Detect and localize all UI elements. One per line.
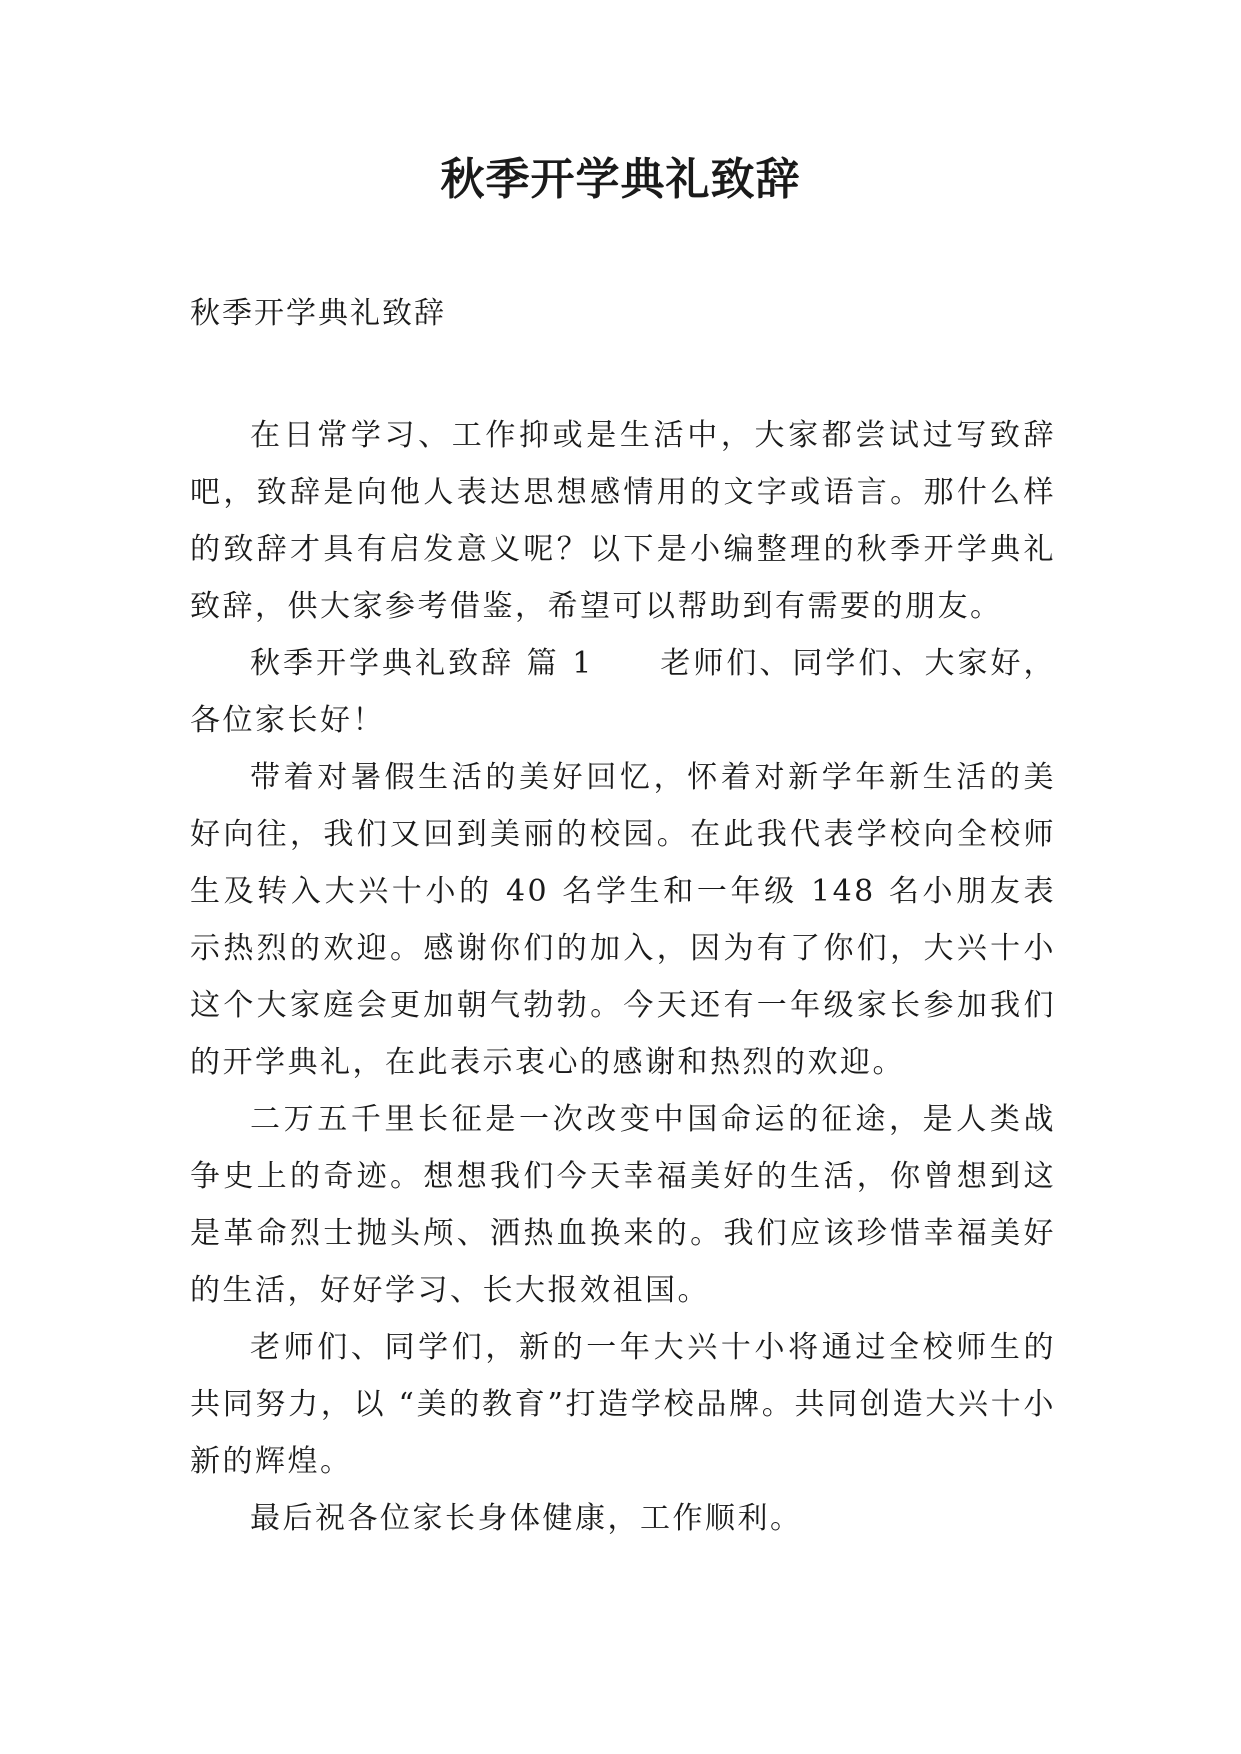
document-body (190, 407, 1056, 1547)
paragraph-intro: 在日常学习、工作抑或是生活中，大家都尝试过写致辞吧，致辞是向他人表达思想感情用的文字或语言。那什么样的致辞才具有启发意义呢？以下是小编整理的秋季开学典礼致辞，供大家参考借鉴，希望可以帮助到有需要的朋友。 (190, 418, 1056, 624)
document-title: 秋季开学典礼致辞 (440, 154, 801, 205)
paragraph-long-march: 二万五千里长征是一次改变中国命运的征途，是人类战争史上的奇迹。想想我们今天幸福美好的生活，你曾想到这是革命烈士抛头颅、洒热血换来的。我们应该珍惜幸福美好的生活，好好学习、长大报效祖国。 (190, 1102, 1056, 1308)
paragraph-new-year: 老师们、同学们，新的一年大兴十小将通过全校师生的共同努力，以 “美的教育”打造学校品牌。共同创造大兴十小新的辉煌。 (190, 1330, 1056, 1479)
paragraph-section-heading: 秋季开学典礼致辞 篇 1 老师们、同学们、大家好，各位家长好！ (190, 646, 1056, 738)
paragraph-closing: 最后祝各位家长身体健康，工作顺利。 (250, 1501, 803, 1536)
paragraph-welcome: 带着对暑假生活的美好回忆，怀着对新学年新生活的美好向往，我们又回到美丽的校园。在此我代表学校向全校师生及转入大兴十小的 40 名学生和一年级 148 名小朋友表示热烈的欢迎。感谢你们的加入，因为有了你们，大兴十小这个大家庭会更加朝气勃勃。今天还有一年级家长参加我们的开学典礼，在此表示衷心的感谢和热烈的欢迎。 (190, 760, 1056, 1080)
document-subtitle: 秋季开学典礼致辞 (190, 296, 446, 331)
